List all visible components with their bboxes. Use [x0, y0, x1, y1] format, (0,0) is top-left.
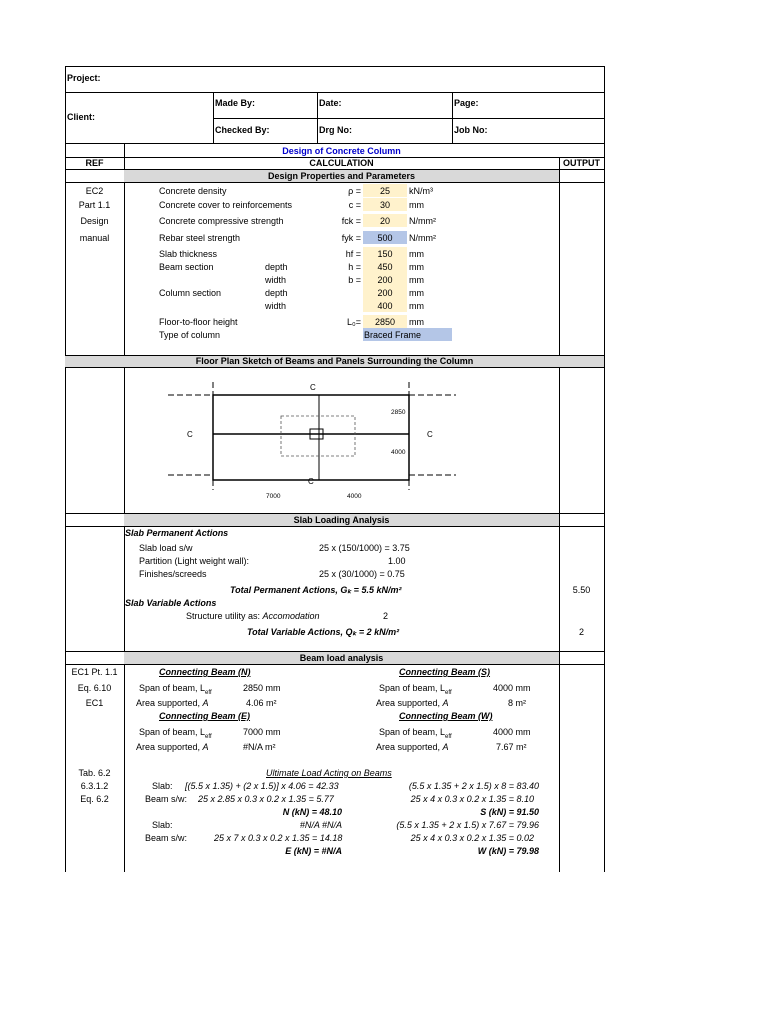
total-variable-actions: Total Variable Actions, Qₖ = 2 kN/m² [247, 627, 400, 637]
job-no-label: Job No: [454, 125, 488, 135]
n-bsw-label: Beam s/w: [145, 794, 188, 804]
w-bsw-calc: 25 x 4 x 0.3 x 0.2 x 1.35 = 0.02 [410, 833, 534, 843]
section-floor-plan: Floor Plan Sketch of Beams and Panels Surrounding the Column [195, 356, 474, 366]
property-value[interactable]: 30 [379, 200, 390, 210]
beam-n-area-label: Area supported, A [136, 698, 209, 708]
property-symbol: h = [348, 262, 361, 272]
finishes-calc: 25 x (30/1000) = 0.75 [319, 569, 405, 579]
property-value[interactable]: 500 [377, 233, 393, 243]
property-unit: mm [409, 200, 424, 210]
beam-e-span: 7000 mm [243, 727, 281, 737]
ref-part: Part 1.1 [78, 200, 111, 210]
beam-w-area-label: Area supported, A [376, 742, 449, 752]
beam-n-title: Connecting Beam (N) [159, 667, 251, 677]
n-bsw-calc: 25 x 2.85 x 0.3 x 0.2 x 1.35 = 5.77 [198, 794, 334, 804]
slab-load-label: Slab load s/w [139, 543, 193, 553]
dimension-7000: 7000 [266, 493, 281, 500]
ref-eq-62: Eq. 6.2 [80, 794, 109, 804]
property-label: Rebar steel strength [159, 233, 241, 243]
section-slab-loading: Slab Loading Analysis [293, 515, 390, 525]
column-type-value[interactable]: Braced Frame [364, 330, 422, 340]
sketch-label-c-left: C [187, 430, 193, 439]
section-design-properties: Design Properties and Parameters [267, 171, 416, 181]
property-unit: mm [409, 275, 424, 285]
section-beam-load: Beam load analysis [299, 653, 384, 663]
beam-w-title: Connecting Beam (W) [399, 711, 493, 721]
property-label: Beam section [159, 262, 214, 272]
ref-design: Design [80, 216, 109, 226]
s-slab-calc: (5.5 x 1.35 + 2 x 1.5) x 8 = 83.40 [408, 781, 539, 791]
outer-panel-frame [213, 395, 409, 480]
property-label: Floor-to-floor height [159, 317, 238, 327]
property-value[interactable]: 200 [377, 275, 393, 285]
ref-tab-62: Tab. 6.2 [78, 768, 111, 778]
calculation-column-header: CALCULATION [309, 158, 374, 168]
property-symbol: fck = [341, 216, 361, 226]
beam-e-title: Connecting Beam (E) [159, 711, 251, 721]
e-total: E (kN) = #N/A [285, 846, 342, 856]
property-label: Slab thickness [159, 249, 218, 259]
property-symbol: L₀= [347, 317, 361, 327]
output-column-header: OUTPUT [563, 158, 600, 168]
sketch-label-c-right: C [427, 430, 433, 439]
made-by-label: Made By: [215, 98, 256, 108]
property-sub-label: depth [265, 262, 288, 272]
sketch-label-c-top: C [310, 383, 316, 392]
partition-value: 1.00 [388, 556, 406, 566]
property-label: Concrete compressive strength [159, 216, 284, 226]
ref-6312: 6.3.1.2 [80, 781, 109, 791]
property-symbol: c = [348, 200, 361, 210]
property-unit: mm [409, 317, 424, 327]
structure-utility-number: 2 [383, 611, 389, 621]
checked-by-label: Checked By: [215, 125, 270, 135]
beam-s-span: 4000 mm [493, 683, 531, 693]
drg-no-label: Drg No: [319, 125, 352, 135]
tributary-area [281, 416, 355, 456]
property-unit: mm [409, 262, 424, 272]
ref-manual: manual [79, 233, 110, 243]
beam-n-area: 4.06 m² [246, 698, 277, 708]
e-bsw-calc: 25 x 7 x 0.3 x 0.2 x 1.35 = 14.18 [214, 833, 343, 843]
n-slab-calc: [(5.5 x 1.35) + (2 x 1.5)] x 4.06 = 42.33 [185, 781, 339, 791]
floor-plan-sketch [66, 368, 604, 513]
property-label: Column section [159, 288, 222, 298]
property-label: Concrete cover to reinforcements [159, 200, 293, 210]
structure-utility-value[interactable]: Accomodation [262, 611, 320, 621]
property-symbol: hf = [345, 249, 361, 259]
beam-s-area-label: Area supported, A [376, 698, 449, 708]
dimension-4000-vertical: 4000 [391, 449, 406, 456]
property-symbol: ρ = [348, 186, 361, 196]
client-label: Client: [67, 112, 95, 122]
property-symbol: fyk = [341, 233, 361, 243]
ref-ec1: EC1 [85, 698, 104, 708]
beam-s-area: 8 m² [508, 698, 526, 708]
beam-w-area: 7.67 m² [496, 742, 527, 752]
beam-w-span-label: Span of beam, $L_{eff}$ [379, 727, 452, 740]
dimension-2850: 2850 [391, 409, 406, 416]
date-label: Date: [319, 98, 342, 108]
page-label: Page: [454, 98, 479, 108]
output-permanent-actions: 5.50 [572, 585, 591, 595]
property-value[interactable]: 150 [377, 249, 393, 259]
property-unit: kN/m³ [409, 186, 433, 196]
beam-e-span-label: Span of beam, $L_{eff}$ [139, 727, 212, 740]
property-unit: mm [409, 288, 424, 298]
sketch-label-c-bottom: C [308, 477, 314, 486]
project-label: Project: [67, 73, 101, 83]
ultimate-load-title: Ultimate Load Acting on Beams [266, 768, 392, 778]
property-value[interactable]: 25 [379, 186, 390, 196]
beam-n-span: 2850 mm [243, 683, 281, 693]
slab-variable-title: Slab Variable Actions [125, 598, 217, 608]
slab-load-calc: 25 x (150/1000) = 3.75 [319, 543, 410, 553]
sheet-title: Design of Concrete Column [282, 146, 401, 156]
e-slab-calc: #N/A #N/A [299, 820, 342, 830]
property-unit: N/mm² [409, 216, 436, 226]
property-unit: mm [409, 301, 424, 311]
beam-e-area: #N/A m² [243, 742, 276, 752]
n-total: N (kN) = 48.10 [282, 807, 342, 817]
w-total: W (kN) = 79.98 [477, 846, 539, 856]
structure-utility-label: Structure utility as: [186, 611, 263, 621]
beam-w-span: 4000 mm [493, 727, 531, 737]
ref-ec1-pt: EC1 Pt. 1.1 [71, 667, 118, 677]
property-value[interactable]: 20 [379, 216, 390, 226]
property-sub-label: width [265, 275, 287, 285]
beam-s-span-label: Span of beam, $L_{eff}$ [379, 683, 452, 696]
beam-e-area-label: Area supported, A [136, 742, 209, 752]
property-symbol: b = [348, 275, 361, 285]
slab-permanent-title: Slab Permanent Actions [125, 528, 229, 538]
n-slab-label: Slab: [152, 781, 173, 791]
property-sub-label: depth [265, 288, 288, 298]
property-value[interactable]: 2850 [374, 317, 396, 327]
ref-column-header: REF [85, 158, 104, 168]
beam-n-span-label: Span of beam, $L_{eff}$ [139, 683, 212, 696]
ref-eq-610: Eq. 6.10 [77, 683, 112, 693]
s-total: S (kN) = 91.50 [480, 807, 539, 817]
beam-s-title: Connecting Beam (S) [399, 667, 491, 677]
e-bsw-label: Beam s/w: [145, 833, 188, 843]
centre-lines [168, 382, 456, 490]
column-type-label: Type of column [159, 330, 221, 340]
s-bsw-calc: 25 x 4 x 0.3 x 0.2 x 1.35 = 8.10 [410, 794, 534, 804]
property-value[interactable]: 450 [377, 262, 393, 272]
partition-label: Partition (Light weight wall): [139, 556, 250, 566]
ref-ec2: EC2 [85, 186, 104, 196]
e-slab-label: Slab: [152, 820, 173, 830]
property-sub-label: width [265, 301, 287, 311]
property-value[interactable]: 400 [377, 301, 393, 311]
output-variable-actions: 2 [578, 627, 584, 637]
dimension-4000-horizontal: 4000 [347, 493, 362, 500]
property-unit: mm [409, 249, 424, 259]
total-permanent-actions: Total Permanent Actions, Gₖ = 5.5 kN/m² [230, 585, 402, 595]
structure-utility [186, 612, 320, 621]
finishes-label: Finishes/screeds [139, 569, 207, 579]
property-unit: N/mm² [409, 233, 436, 243]
property-value[interactable]: 200 [377, 288, 393, 298]
w-slab-calc: (5.5 x 1.35 + 2 x 1.5) x 7.67 = 79.96 [396, 820, 539, 830]
property-label: Concrete density [159, 186, 227, 196]
